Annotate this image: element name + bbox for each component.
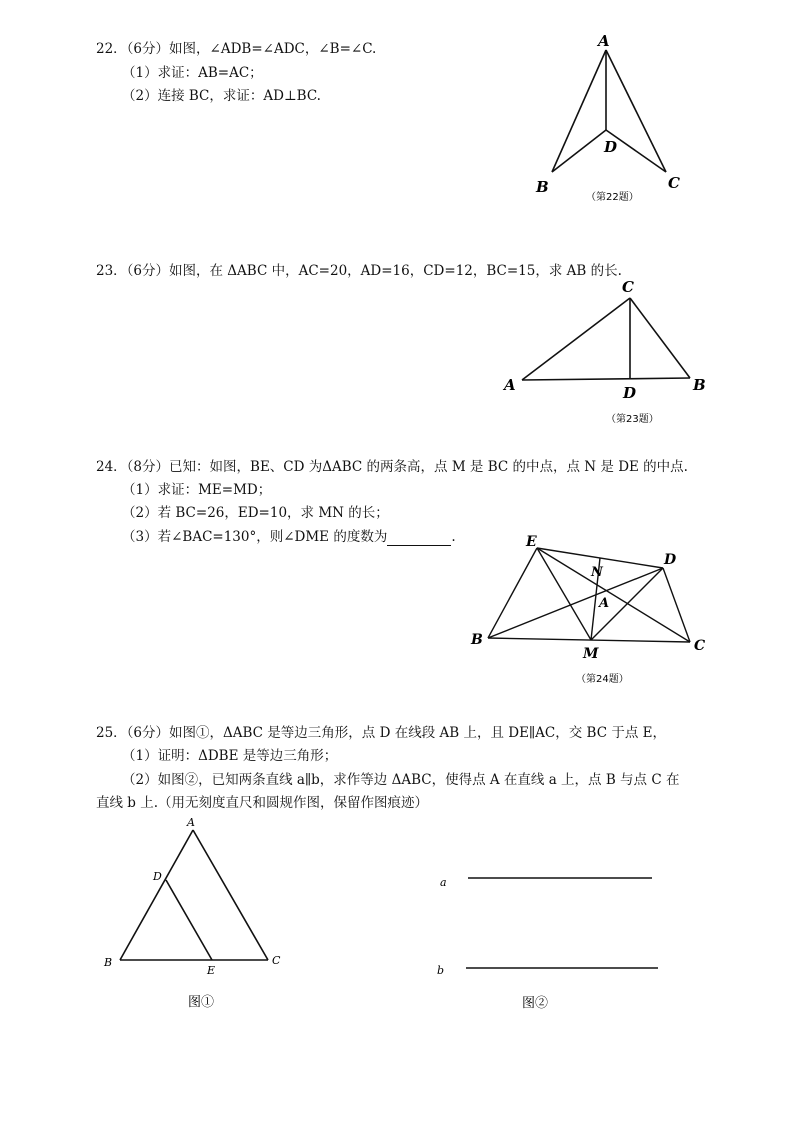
- q22-stem: 22．（6分）如图，∠ADB=∠ADC，∠B=∠C.: [96, 41, 377, 57]
- q22-caption: （第22题）: [586, 192, 639, 203]
- q24-part3-text: （3）若∠BAC=130°，则∠DME 的度数为: [122, 529, 388, 545]
- q24-label-e: E: [526, 534, 537, 550]
- q25-figure1: [96, 812, 296, 1022]
- q24-label-n: N: [591, 565, 603, 580]
- q22-label-b: B: [536, 178, 549, 196]
- q23-label-a: A: [504, 376, 516, 394]
- q23-label-c: C: [622, 278, 634, 296]
- q25-fig2-caption: 图②: [522, 996, 549, 1011]
- q25-part2-line1: （2）如图②，已知两条直线 a∥b，求作等边 ΔABC，使得点 A 在直线 a 上，点 B 与点 C 在: [122, 772, 680, 788]
- q24-part2: （2）若 BC=26，ED=10，求 MN 的长；: [122, 505, 389, 521]
- q25-fig1-label-d: D: [153, 870, 162, 883]
- q25-figure2: [430, 860, 680, 1020]
- q22-label-d: D: [604, 138, 618, 156]
- q24-label-a: A: [599, 596, 610, 611]
- q24-part1: （1）求证：ME=MD；: [122, 482, 272, 498]
- q22-label-a: A: [598, 32, 610, 50]
- q24-part3-period: .: [451, 529, 456, 545]
- q25-fig1-label-c: C: [272, 954, 281, 967]
- q22-label-c: C: [668, 174, 680, 192]
- q24-label-c: C: [694, 638, 706, 654]
- q25-fig1-caption: 图①: [188, 995, 215, 1010]
- q25-fig1-label-e: E: [207, 964, 216, 977]
- q24-label-b: B: [471, 632, 483, 648]
- q25-fig1-label-b: B: [104, 956, 113, 969]
- q25-fig2-label-a: a: [440, 876, 447, 889]
- q23-figure: [496, 276, 716, 430]
- q25-fig2-label-b: b: [437, 964, 445, 977]
- q24-figure: [466, 530, 726, 690]
- q24-caption: （第24题）: [576, 674, 629, 685]
- q23-label-b: B: [693, 376, 706, 394]
- q25-part1: （1）证明：ΔDBE 是等边三角形；: [122, 748, 338, 764]
- q23-stem: 23．（6分）如图，在 ΔABC 中，AC=20，AD=16，CD=12，BC=15，求 AB 的长.: [96, 263, 622, 279]
- q25-fig1-label-a: A: [187, 816, 195, 829]
- q22-part1: （1）求证：AB=AC；: [122, 65, 263, 81]
- q22-figure: [520, 24, 700, 214]
- q24-answer-blank[interactable]: [387, 531, 451, 546]
- q24-label-d: D: [664, 552, 677, 568]
- q25-part2-line2: 直线 b 上.（用无刻度直尺和圆规作图，保留作图痕迹）: [96, 795, 429, 811]
- q24-part3: [122, 528, 456, 546]
- q23-caption: （第23题）: [606, 414, 659, 425]
- q25-stem: 25．（6分）如图①，ΔABC 是等边三角形，点 D 在线段 AB 上，且 DE∥AC，交 BC 于点 E，: [96, 725, 666, 741]
- q24-stem: 24．（8分）已知：如图，BE、CD 为ΔABC 的两条高，点 M 是 BC 的中点，点 N 是 DE 的中点.: [96, 459, 688, 475]
- q22-part2: （2）连接 BC，求证：AD⊥BC.: [122, 88, 321, 104]
- q24-label-m: M: [583, 646, 599, 662]
- q23-label-d: D: [623, 384, 637, 402]
